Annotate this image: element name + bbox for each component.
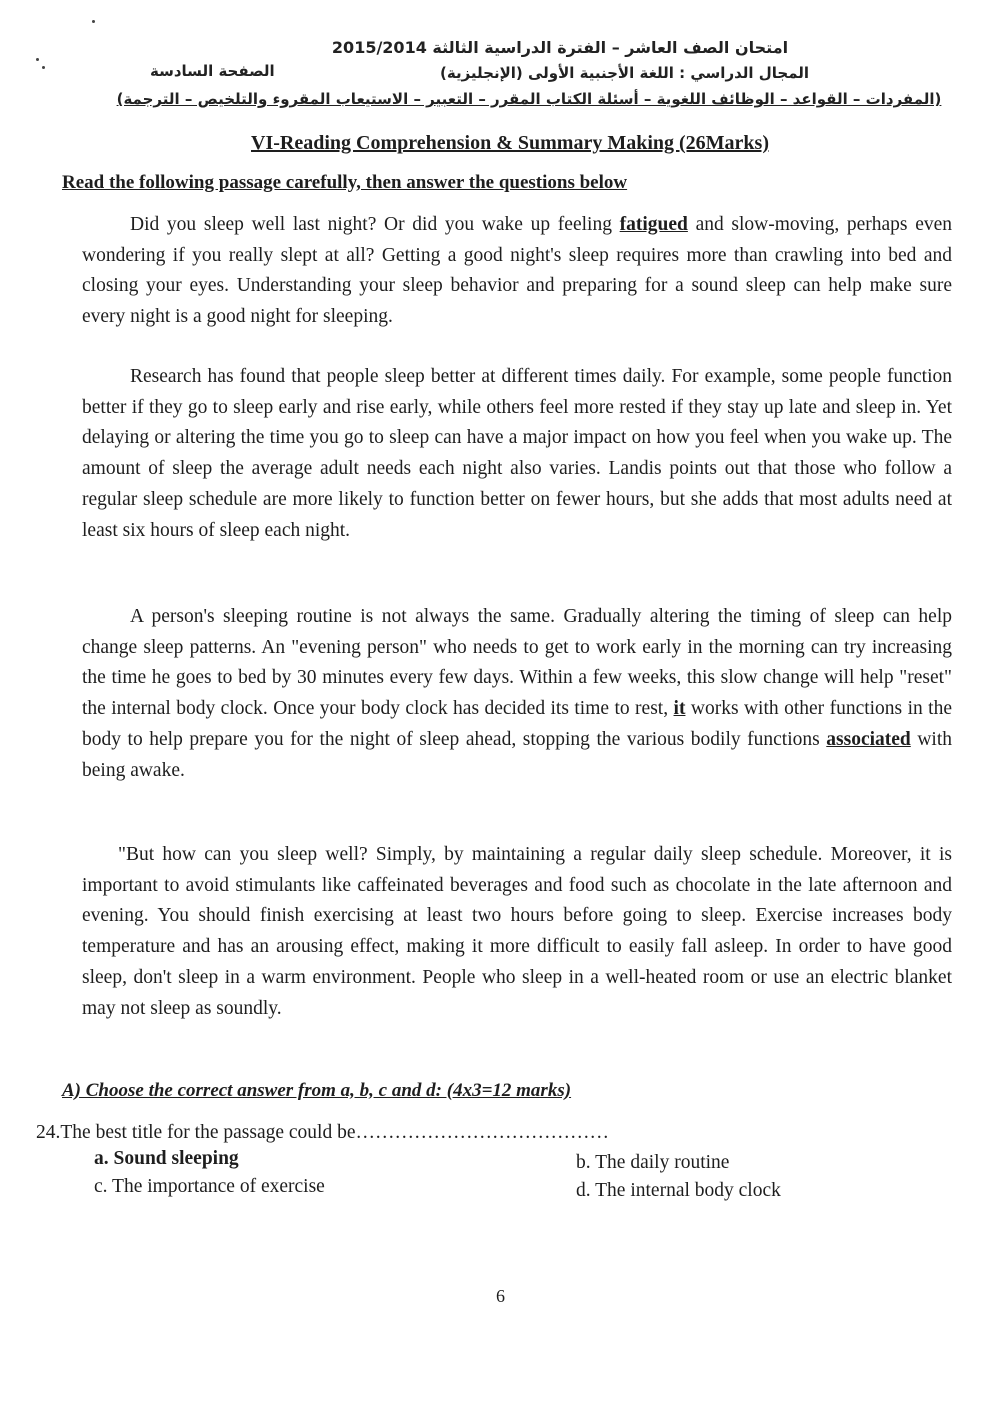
passage-paragraph-3	[82, 602, 952, 786]
text-run: with being awake.	[82, 728, 952, 781]
option-b: b. The daily routine	[576, 1152, 730, 1173]
passage-paragraph-1	[82, 210, 952, 333]
option-d: d. The internal body clock	[576, 1180, 781, 1201]
instruction: Read the following passage carefully, then answer the questions below	[62, 172, 628, 193]
part-a-heading: A) Choose the correct answer from a, b, c and d: (4x3=12 marks)	[62, 1080, 572, 1101]
option-a: a. Sound sleeping	[94, 1148, 239, 1169]
passage-paragraph-2: Research has found that people sleep better at different times daily. For example, some people function better if they go to sleep early and rise early, while others feel more rested if they stay up late and sleep in. Yet delaying or altering the time you go to sleep can have a major impact on how you feel when you wake up. The amount of sleep the average adult needs each night also varies. Landis points out that those who follow a regular sleep schedule are more likely to function better on fewer hours, but she adds that most adults need at least six hours of sleep each night.	[82, 366, 952, 541]
passage-paragraph-4: "But how can you sleep well? Simply, by maintaining a regular daily sleep schedule. Moreover, it is important to avoid stimulants like caffeinated beverages and food such as chocolate in the late afternoon and evening. You should finish exercising at least two hours before going to sleep. Exercise increases body temperature and has an arousing effect, making it more difficult to easily fall asleep. In order to have good sleep, don't sleep in a warm environment. People who sleep in a well-heated room or use an electric blanket may not sleep as soundly.	[82, 844, 952, 1019]
option-c: c. The importance of exercise	[94, 1176, 325, 1197]
page-label: الصفحة السادسة	[150, 62, 275, 80]
page-number: 6	[496, 1286, 505, 1306]
text-run: Did you sleep well last night? Or did you wake up feeling	[130, 214, 620, 235]
text-run: works with other functions in the body to help prepare you for the night of sleep ahead, stopping the various bodily functions	[82, 698, 952, 750]
exam-title: امتحان الصف العاشر – الفترة الدراسية الثالثة 2015/2014	[331, 38, 789, 57]
scan-speck	[92, 20, 95, 23]
underlined-word: it	[673, 698, 686, 720]
underlined-word: fatigued	[619, 214, 688, 235]
subject-line: المجال الدراسي : اللغة الأجنبية الأولى (الإنجليزية)	[440, 64, 810, 82]
question-24-stem: 24.The best title for the passage could be…………………………………	[36, 1122, 609, 1143]
section-title: VI-Reading Comprehension & Summary Making (26Marks)	[251, 132, 769, 154]
underlined-word: associated	[826, 728, 911, 750]
text-run: A person's sleeping routine is not always the same. Gradually altering the timing of sleep can help change sleep patterns. An "evening person" who needs to get to work early in the morning can try increasing the time he goes to bed by 30 minutes every few days. Within a few weeks, this slow change will help "reset" the internal body clock. Once your body clock has decided its time to rest,	[82, 606, 952, 720]
scan-speck	[42, 66, 45, 69]
exam-sections: (المفردات – القواعد – الوظائف اللغوية – أسئلة الكتاب المقرر – التعبير – الاستيعاب المقروء والتلخيص – الترجمة)	[116, 90, 942, 108]
text-run: and slow-moving, perhaps even wondering if you really slept at all? Getting a good night's sleep requires more than crawling into bed and closing your eyes. Understanding your sleep behavior and preparing for a sound sleep can help make sure every night is a good night for sleeping.	[82, 214, 953, 328]
scan-speck	[36, 58, 39, 61]
